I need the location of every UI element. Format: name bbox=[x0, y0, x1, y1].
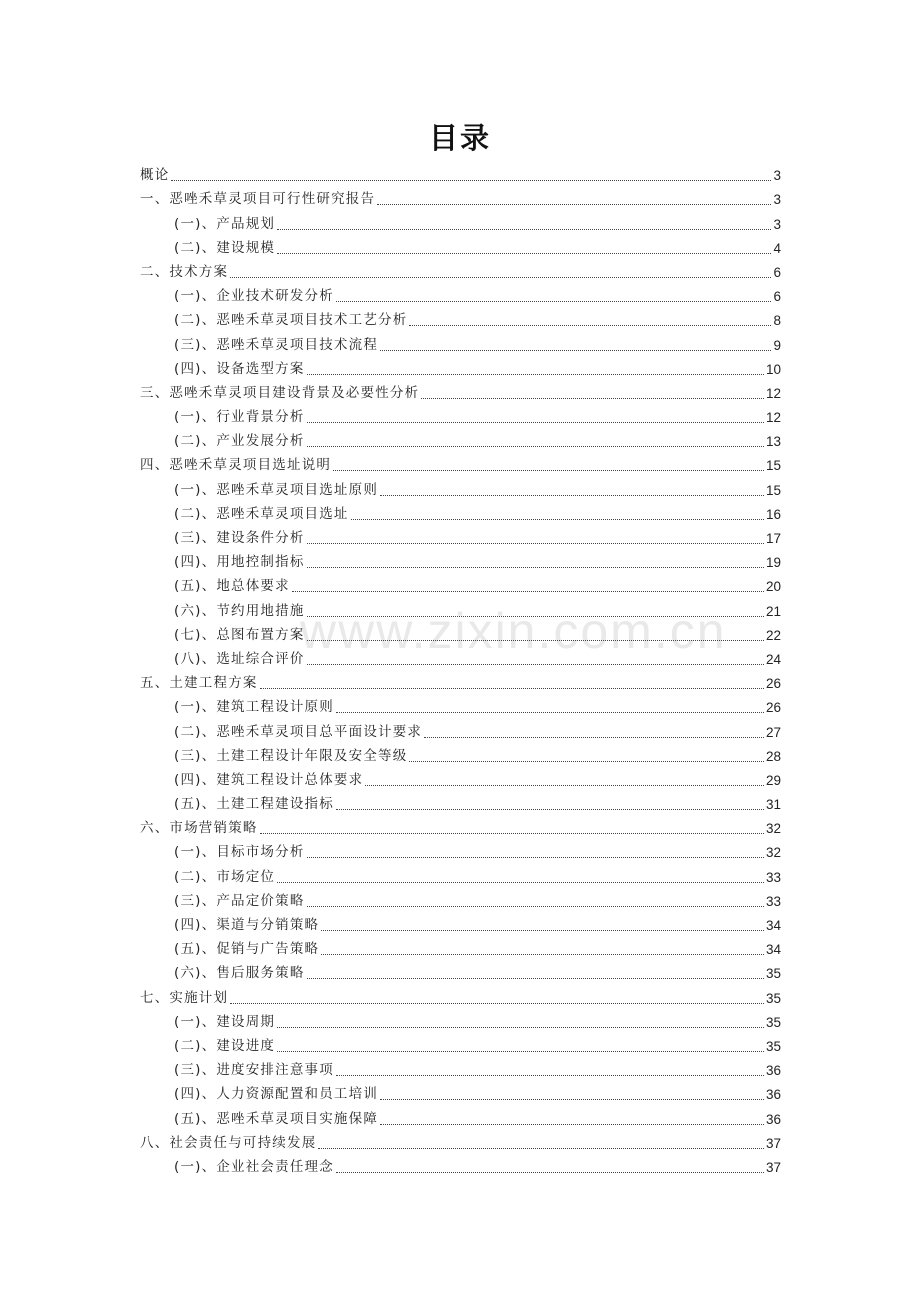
toc-leader-dots bbox=[336, 1074, 764, 1076]
toc-entry-page-number: 35 bbox=[765, 1014, 781, 1030]
toc-entry-page-number: 3 bbox=[773, 192, 781, 208]
toc-entry[interactable] bbox=[140, 668, 781, 692]
toc-entry-page-number: 9 bbox=[773, 337, 781, 353]
toc-entry-label: (一)、行业背景分析 bbox=[174, 409, 305, 426]
toc-entry[interactable] bbox=[140, 1007, 781, 1031]
toc-entry[interactable] bbox=[140, 934, 781, 958]
toc-entry[interactable] bbox=[140, 257, 781, 281]
watermark: www.zixin.com.cn bbox=[300, 603, 727, 659]
toc-leader-dots bbox=[336, 711, 764, 713]
toc-entry-label: (二)、恶唑禾草灵项目技术工艺分析 bbox=[174, 312, 408, 329]
toc-entry-label: (一)、企业社会责任理念 bbox=[174, 1158, 334, 1175]
toc-entry-label: (一)、建设周期 bbox=[174, 1013, 276, 1030]
toc-entry[interactable] bbox=[140, 1152, 781, 1176]
toc-entry-page-number: 36 bbox=[765, 1111, 781, 1127]
toc-entry-page-number: 33 bbox=[765, 869, 781, 885]
toc-entry-label: 五、土建工程方案 bbox=[140, 675, 258, 692]
toc-leader-dots bbox=[230, 276, 771, 278]
toc-entry-page-number: 10 bbox=[765, 361, 781, 377]
toc-entry-page-number: 26 bbox=[765, 700, 781, 716]
toc-entry-page-number: 36 bbox=[765, 1063, 781, 1079]
toc-entry-label: 二、技术方案 bbox=[140, 263, 229, 280]
toc-entry-page-number: 3 bbox=[773, 168, 781, 184]
toc-leader-dots bbox=[380, 494, 764, 496]
toc-leader-dots bbox=[307, 445, 764, 447]
toc-entry-label: (一)、产品规划 bbox=[174, 215, 276, 232]
toc-leader-dots bbox=[365, 784, 764, 786]
toc-entry[interactable] bbox=[140, 354, 781, 378]
toc-entry[interactable] bbox=[140, 1079, 781, 1103]
toc-entry-page-number: 35 bbox=[765, 1038, 781, 1054]
toc-entry[interactable] bbox=[140, 813, 781, 837]
toc-leader-dots bbox=[409, 324, 771, 326]
toc-entry-label: (一)、目标市场分析 bbox=[174, 844, 305, 861]
toc-leader-dots bbox=[307, 663, 764, 665]
toc-leader-dots bbox=[380, 349, 771, 351]
toc-entry-label: 七、实施计划 bbox=[140, 989, 229, 1006]
toc-leader-dots bbox=[336, 300, 772, 302]
toc-leader-dots bbox=[380, 1123, 764, 1125]
toc-entry-label: (四)、建筑工程设计总体要求 bbox=[174, 771, 364, 788]
toc-entry-page-number: 37 bbox=[765, 1135, 781, 1151]
toc-entry[interactable] bbox=[140, 982, 781, 1006]
toc-entry[interactable] bbox=[140, 160, 781, 184]
toc-entry-label: (五)、促销与广告策略 bbox=[174, 941, 320, 958]
toc-entry-page-number: 34 bbox=[765, 918, 781, 933]
toc-entry-page-number: 29 bbox=[765, 772, 781, 788]
toc-leader-dots bbox=[307, 977, 764, 979]
toc-leader-dots bbox=[318, 1147, 764, 1149]
toc-entry-label: 概论 bbox=[140, 167, 170, 184]
toc-entry[interactable] bbox=[140, 910, 781, 934]
toc-entry-page-number: 36 bbox=[765, 1087, 781, 1103]
toc-entry[interactable] bbox=[140, 886, 781, 910]
toc-entry-label: (二)、产业发展分析 bbox=[174, 433, 305, 450]
toc-entry-page-number: 24 bbox=[765, 651, 781, 667]
toc-leader-dots bbox=[307, 542, 764, 544]
toc-entry-label: (五)、地总体要求 bbox=[174, 578, 290, 595]
toc-leader-dots bbox=[409, 760, 764, 762]
toc-entry-page-number: 32 bbox=[765, 845, 781, 861]
toc-entry-page-number: 33 bbox=[765, 893, 781, 909]
toc-entry[interactable] bbox=[140, 1128, 781, 1152]
toc-leader-dots bbox=[230, 1002, 764, 1004]
toc-entry-label: (四)、用地控制指标 bbox=[174, 554, 305, 571]
toc-entry-page-number: 15 bbox=[765, 482, 781, 498]
toc-leader-dots bbox=[277, 252, 771, 254]
toc-leader-dots bbox=[307, 615, 764, 617]
toc-entry-page-number: 22 bbox=[765, 627, 781, 643]
toc-entry-label: (八)、选址综合评价 bbox=[174, 650, 305, 667]
toc-entry[interactable] bbox=[140, 789, 781, 813]
toc-entry-label: 一、恶唑禾草灵项目可行性研究报告 bbox=[140, 191, 376, 208]
toc-leader-dots bbox=[292, 590, 764, 592]
toc-entry[interactable] bbox=[140, 692, 781, 716]
toc-entry-page-number: 34 bbox=[765, 942, 781, 958]
toc-entry[interactable] bbox=[140, 1031, 781, 1055]
toc-entry-label: (三)、土建工程设计年限及安全等级 bbox=[174, 747, 408, 764]
toc-entry-label: (五)、土建工程建设指标 bbox=[174, 796, 334, 813]
toc-entry[interactable] bbox=[140, 765, 781, 789]
toc-entry-page-number: 6 bbox=[773, 289, 781, 305]
toc-leader-dots bbox=[277, 1026, 764, 1028]
toc-leader-dots bbox=[424, 736, 764, 738]
toc-leader-dots bbox=[260, 687, 764, 689]
toc-entry-page-number: 3 bbox=[773, 216, 781, 232]
toc-entry-label: (二)、恶唑禾草灵项目选址 bbox=[174, 505, 349, 522]
toc-entry-label: (三)、进度安排注意事项 bbox=[174, 1062, 334, 1079]
toc-leader-dots bbox=[307, 421, 764, 423]
toc-entry-label: (二)、市场定位 bbox=[174, 868, 276, 885]
toc-entry-label: (三)、建设条件分析 bbox=[174, 530, 305, 546]
toc-entry[interactable] bbox=[140, 595, 781, 619]
toc-leader-dots bbox=[171, 179, 771, 181]
toc-entry-page-number: 4 bbox=[773, 240, 781, 256]
toc-entry-page-number: 12 bbox=[765, 410, 781, 426]
toc-entry-page-number: 20 bbox=[765, 579, 781, 595]
toc-leader-dots bbox=[321, 929, 764, 931]
toc-leader-dots bbox=[277, 1050, 764, 1052]
toc-entry-label: (六)、节约用地措施 bbox=[174, 602, 305, 619]
toc-entry[interactable] bbox=[140, 378, 781, 402]
toc-entry-page-number: 37 bbox=[765, 1159, 781, 1175]
toc-entry[interactable] bbox=[140, 208, 781, 232]
toc-entry[interactable] bbox=[140, 547, 781, 571]
toc-entry-page-number: 19 bbox=[765, 555, 781, 571]
toc-entry[interactable] bbox=[140, 329, 781, 353]
toc-leader-dots bbox=[307, 566, 764, 568]
toc-entry[interactable] bbox=[140, 523, 781, 547]
toc-entry-label: (二)、恶唑禾草灵项目总平面设计要求 bbox=[174, 723, 423, 740]
toc-entry-page-number: 35 bbox=[765, 990, 781, 1006]
toc-entry-label: (六)、售后服务策略 bbox=[174, 965, 305, 982]
toc-entry-page-number: 17 bbox=[765, 531, 781, 546]
toc-entry[interactable] bbox=[140, 1103, 781, 1127]
page-title: 目录 bbox=[428, 121, 491, 155]
toc-leader-dots bbox=[277, 228, 771, 230]
toc-entry-page-number: 31 bbox=[765, 797, 781, 813]
toc-entry[interactable] bbox=[140, 958, 781, 982]
toc-leader-dots bbox=[421, 397, 764, 399]
toc-leader-dots bbox=[307, 373, 764, 375]
toc-entry-page-number: 35 bbox=[765, 966, 781, 982]
toc-entry[interactable] bbox=[140, 233, 781, 257]
toc-entry[interactable] bbox=[140, 861, 781, 885]
toc-entry[interactable] bbox=[140, 716, 781, 740]
toc-entry[interactable] bbox=[140, 305, 781, 329]
toc-entry-page-number: 21 bbox=[765, 603, 781, 619]
toc-entry-label: (三)、恶唑禾草灵项目技术流程 bbox=[174, 336, 379, 353]
toc-entry-page-number: 16 bbox=[765, 506, 781, 522]
toc-entry-label: (五)、恶唑禾草灵项目实施保障 bbox=[174, 1110, 379, 1127]
toc-entry-label: (三)、产品定价策略 bbox=[174, 892, 305, 909]
toc-leader-dots bbox=[351, 518, 764, 520]
toc-entry-label: (四)、人力资源配置和员工培训 bbox=[174, 1086, 379, 1103]
table-of-contents bbox=[140, 160, 781, 1176]
toc-entry-label: (四)、设备选型方案 bbox=[174, 360, 305, 377]
toc-leader-dots bbox=[307, 639, 764, 641]
toc-leader-dots bbox=[277, 881, 764, 883]
toc-leader-dots bbox=[336, 808, 764, 810]
toc-leader-dots bbox=[321, 953, 764, 955]
toc-entry-label: 六、市场营销策略 bbox=[140, 820, 258, 837]
toc-entry[interactable] bbox=[140, 450, 781, 474]
toc-entry-page-number: 32 bbox=[765, 821, 781, 837]
toc-entry[interactable] bbox=[140, 644, 781, 668]
toc-leader-dots bbox=[307, 905, 764, 907]
toc-entry-label: (七)、总图布置方案 bbox=[174, 626, 305, 643]
toc-entry-label: (一)、建筑工程设计原则 bbox=[174, 699, 334, 716]
toc-leader-dots bbox=[336, 1171, 764, 1173]
toc-entry-label: (一)、企业技术研发分析 bbox=[174, 288, 334, 305]
toc-leader-dots bbox=[333, 469, 764, 471]
toc-leader-dots bbox=[307, 856, 764, 858]
toc-entry-page-number: 8 bbox=[773, 313, 781, 329]
toc-entry-page-number: 26 bbox=[765, 676, 781, 692]
toc-entry[interactable] bbox=[140, 571, 781, 595]
toc-leader-dots bbox=[377, 203, 771, 205]
toc-leader-dots bbox=[260, 832, 764, 834]
toc-leader-dots bbox=[380, 1098, 764, 1100]
toc-entry[interactable] bbox=[140, 620, 781, 644]
toc-entry-label: (一)、恶唑禾草灵项目选址原则 bbox=[174, 481, 379, 498]
toc-entry[interactable] bbox=[140, 184, 781, 208]
toc-entry-page-number: 27 bbox=[765, 724, 781, 740]
toc-entry[interactable] bbox=[140, 1055, 781, 1079]
toc-entry-label: 三、恶唑禾草灵项目建设背景及必要性分析 bbox=[140, 384, 420, 401]
toc-entry[interactable] bbox=[140, 837, 781, 861]
toc-entry-page-number: 12 bbox=[765, 385, 781, 401]
toc-entry[interactable] bbox=[140, 402, 781, 426]
toc-entry[interactable] bbox=[140, 426, 781, 450]
toc-entry-label: (四)、渠道与分销策略 bbox=[174, 917, 320, 933]
toc-entry-page-number: 15 bbox=[765, 458, 781, 474]
toc-entry-label: (二)、建设进度 bbox=[174, 1037, 276, 1054]
toc-entry-page-number: 28 bbox=[765, 748, 781, 764]
toc-entry[interactable] bbox=[140, 281, 781, 305]
toc-entry-label: 四、恶唑禾草灵项目选址说明 bbox=[140, 457, 332, 474]
toc-entry-page-number: 6 bbox=[773, 264, 781, 280]
toc-entry[interactable] bbox=[140, 474, 781, 498]
toc-entry-label: 八、社会责任与可持续发展 bbox=[140, 1134, 317, 1151]
toc-entry[interactable] bbox=[140, 499, 781, 523]
toc-entry[interactable] bbox=[140, 741, 781, 765]
toc-entry-page-number: 13 bbox=[765, 434, 781, 450]
toc-entry-label: (二)、建设规模 bbox=[174, 239, 276, 256]
